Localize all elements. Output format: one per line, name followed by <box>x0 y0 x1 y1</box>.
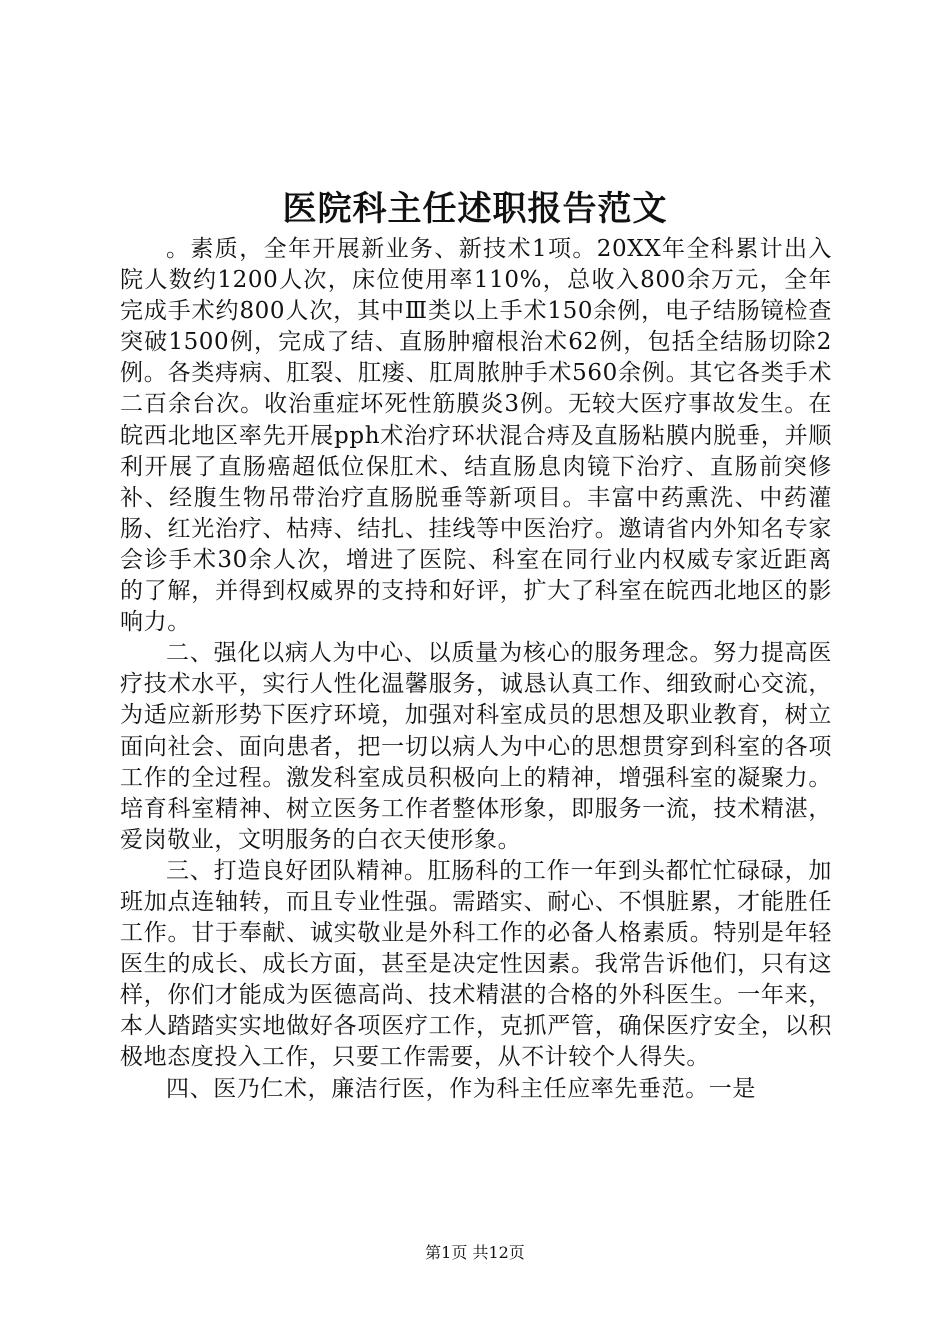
paragraph-3: 三、打造良好团队精神。肛肠科的工作一年到头都忙忙碌碌，加班加点连轴转，而且专业性强。需踏实、耐心、不惧脏累，才能胜任工作。甘于奉献、诚实敬业是外科工作的必备人格素质。特别是年轻医生的成长、成长方面，甚至是决定性因素。我常告诉他们，只有这样，你们才能成为医德高尚、技术精湛的合格的外科医生。一年来，本人踏踏实实地做好各项医疗工作，克抓严管，确保医疗安全，以积极地态度投入工作，只要工作需要，从不计较个人得失。 <box>120 857 832 1071</box>
page-number-footer: 第1页 共12页 <box>425 1243 525 1262</box>
paragraph-1: 。素质，全年开展新业务、新技术1项。20XX年全科累计出入院人数约1200人次，床位使用率110%，总收入800余万元，全年完成手术约800人次，其中Ⅲ类以上手术150余例，电子结肠镜检查突破1500例，完成了结、直肠肿瘤根治术62例，包括全结肠切除2例。各类痔病、肛裂、肛瘘、肛周脓肿手术560余例。其它各类手术二百余台次。收治重症坏死性筋膜炎3例。无较大医疗事故发生。在皖西北地区率先开展pph术治疗环状混合痔及直肠粘膜内脱垂，并顺利开展了直肠癌超低位保肛术、结直肠息肉镜下治疗、直肠前突修补、经腹生物吊带治疗直肠脱垂等新项目。丰富中药熏洗、中药灌肠、红光治疗、枯痔、结扎、挂线等中医治疗。邀请省内外知名专家会诊手术30余人次，增进了医院、科室在同行业内权威专家近距离的了解，并得到权威界的支持和好评，扩大了科室在皖西北地区的影响力。 <box>120 236 832 636</box>
document-body <box>120 234 832 1105</box>
document-title: 医院科主任述职报告范文 <box>282 189 668 229</box>
paragraph-4: 四、医乃仁术，廉洁行医，作为科主任应率先垂范。一是 <box>166 1075 756 1102</box>
paragraph-2: 二、强化以病人为中心、以质量为核心的服务理念。努力提高医疗技术水平，实行人性化温馨服务，诚恳认真工作、细致耐心交流，为适应新形势下医疗环境，加强对科室成员的思想及职业教育，树立面向社会、面向患者，把一切以病人为中心的思想贯穿到科室的各项工作的全过程。激发科室成员积极向上的精神，增强科室的凝聚力。培育科室精神、树立医务工作者整体形象，即服务一流，技术精湛，爱岗敬业，文明服务的白衣天使形象。 <box>120 640 832 853</box>
